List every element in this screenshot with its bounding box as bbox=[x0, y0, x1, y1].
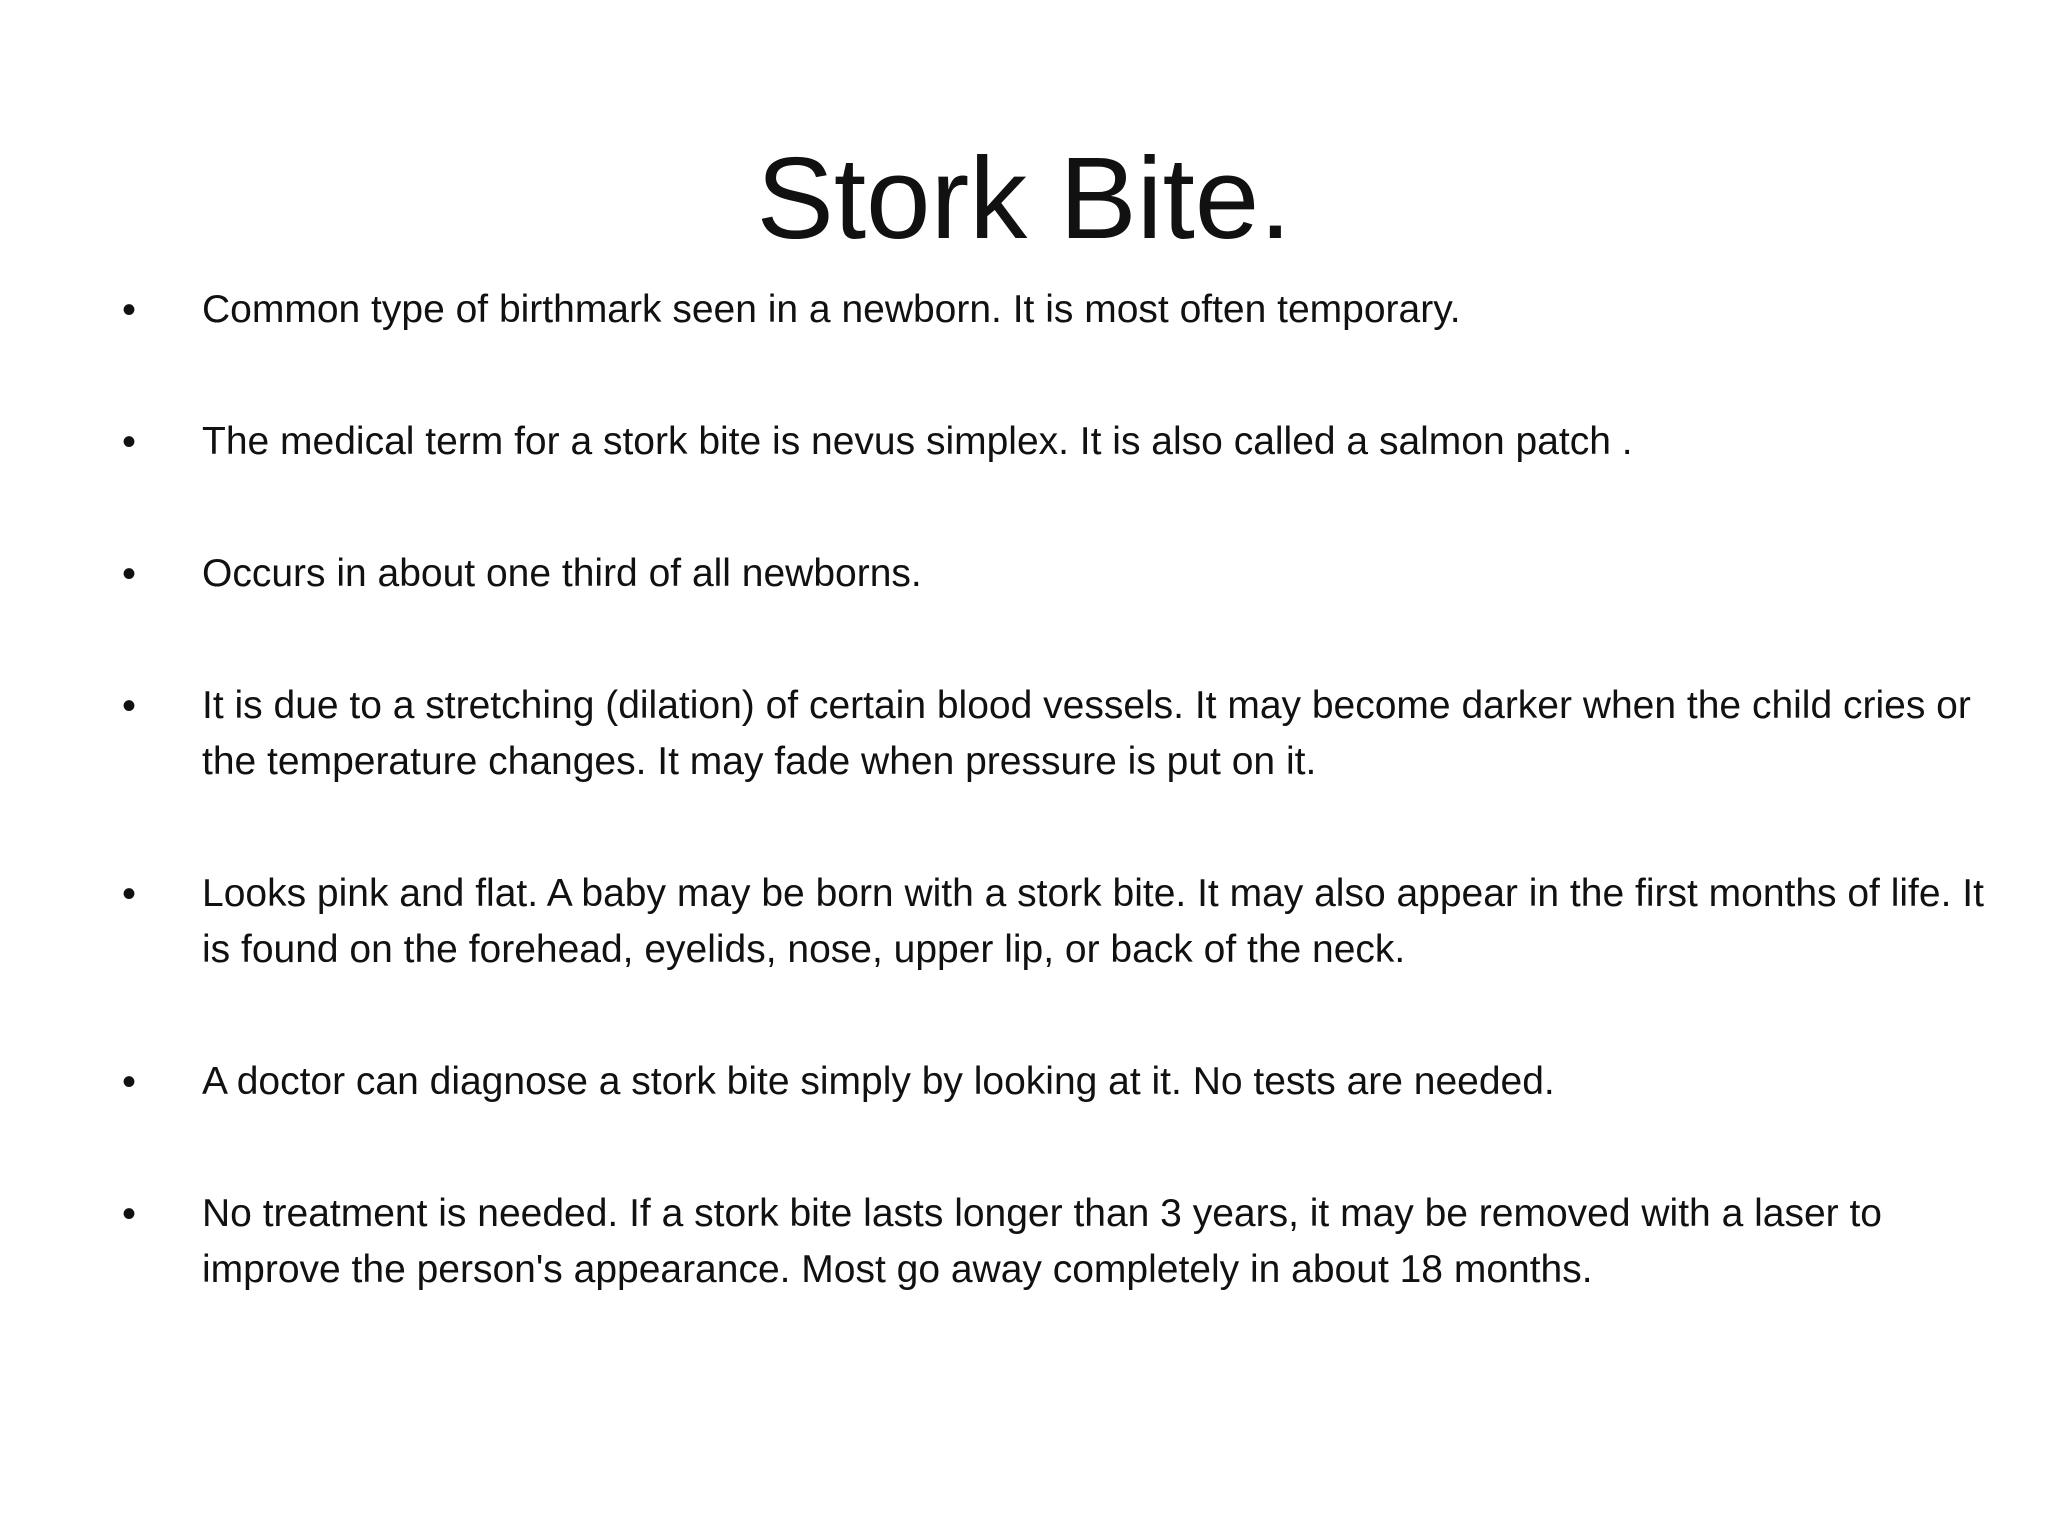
bullet-text: A doctor can diagnose a stork bite simply by looking at it. No tests are needed. bbox=[202, 1060, 1555, 1103]
bullet-text: Common type of birthmark seen in a newborn. It is most often temporary. bbox=[202, 288, 1461, 331]
bullet-symbol: • bbox=[122, 420, 137, 464]
bullet-symbol: • bbox=[122, 1192, 137, 1236]
bullet-symbol: • bbox=[122, 552, 137, 596]
bullet-text: Looks pink and flat. A baby may be born with a stork bite. It may also appear in the first months of life. It is found on the forehead, eyelids, nose, upper lip, or back of the neck. bbox=[202, 872, 1984, 971]
bullet-text: It is due to a stretching (dilation) of certain blood vessels. It may become darker when the child cries or the temperature changes. It may fade when pressure is put on it. bbox=[202, 684, 1971, 783]
bullet-symbol: • bbox=[122, 684, 137, 728]
bullet-symbol: • bbox=[122, 1060, 137, 1104]
bullet-text: No treatment is needed. If a stork bite lasts longer than 3 years, it may be removed with a laser to improve the person's appearance. Most go away completely in about 18 months. bbox=[202, 1192, 1882, 1291]
bullet-symbol: • bbox=[122, 872, 137, 916]
bullet-text: The medical term for a stork bite is nevus simplex. It is also called a salmon patch . bbox=[202, 420, 1633, 463]
bullet-text: Occurs in about one third of all newborns. bbox=[202, 552, 922, 595]
slide-title: Stork Bite. bbox=[756, 133, 1292, 263]
bullet-symbol: • bbox=[122, 288, 137, 332]
